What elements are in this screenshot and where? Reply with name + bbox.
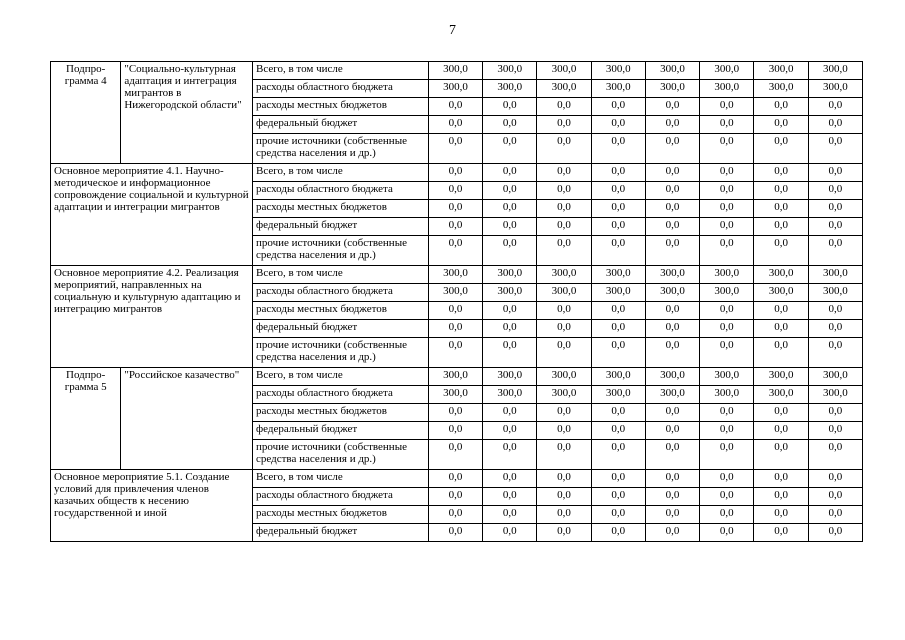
- amount-cell: 0,0: [754, 116, 808, 134]
- amount-cell: 0,0: [537, 338, 591, 368]
- amount-cell: 300,0: [428, 368, 482, 386]
- amount-cell: 0,0: [428, 524, 482, 542]
- amount-cell: 0,0: [700, 338, 754, 368]
- funding-source: расходы местных бюджетов: [252, 200, 428, 218]
- amount-cell: 0,0: [808, 218, 862, 236]
- amount-cell: 0,0: [645, 218, 699, 236]
- amount-cell: 0,0: [483, 200, 537, 218]
- amount-cell: 0,0: [645, 320, 699, 338]
- amount-cell: 300,0: [700, 386, 754, 404]
- amount-cell: 0,0: [483, 338, 537, 368]
- amount-cell: 0,0: [483, 440, 537, 470]
- amount-cell: 300,0: [537, 368, 591, 386]
- amount-cell: 0,0: [754, 320, 808, 338]
- budget-table-body: [51, 62, 863, 542]
- funding-source: федеральный бюджет: [252, 116, 428, 134]
- funding-source: расходы местных бюджетов: [252, 98, 428, 116]
- amount-cell: 0,0: [537, 116, 591, 134]
- amount-cell: 0,0: [754, 404, 808, 422]
- amount-cell: 0,0: [537, 302, 591, 320]
- amount-cell: 0,0: [537, 440, 591, 470]
- amount-cell: 0,0: [700, 404, 754, 422]
- amount-cell: 0,0: [700, 488, 754, 506]
- amount-cell: 300,0: [591, 368, 645, 386]
- amount-cell: 0,0: [700, 506, 754, 524]
- amount-cell: 0,0: [483, 236, 537, 266]
- amount-cell: 0,0: [591, 524, 645, 542]
- amount-cell: 0,0: [645, 200, 699, 218]
- amount-cell: 0,0: [754, 200, 808, 218]
- amount-cell: 0,0: [537, 98, 591, 116]
- amount-cell: 300,0: [645, 266, 699, 284]
- amount-cell: 300,0: [754, 62, 808, 80]
- amount-cell: 0,0: [428, 200, 482, 218]
- amount-cell: 300,0: [537, 386, 591, 404]
- amount-cell: 0,0: [700, 164, 754, 182]
- amount-cell: 300,0: [700, 368, 754, 386]
- amount-cell: 0,0: [591, 164, 645, 182]
- amount-cell: 0,0: [700, 302, 754, 320]
- amount-cell: 300,0: [591, 284, 645, 302]
- amount-cell: 0,0: [645, 236, 699, 266]
- funding-source: Всего, в том числе: [252, 368, 428, 386]
- amount-cell: 0,0: [483, 116, 537, 134]
- amount-cell: 0,0: [808, 98, 862, 116]
- amount-cell: 0,0: [808, 506, 862, 524]
- amount-cell: 0,0: [537, 182, 591, 200]
- table-row: [51, 164, 863, 182]
- activity-name: Основное мероприятие 4.1. Научно-методическое и информационное сопровождение социальной и культурной адаптации и интеграции мигрантов: [51, 164, 253, 266]
- amount-cell: 0,0: [428, 404, 482, 422]
- amount-cell: 0,0: [645, 488, 699, 506]
- amount-cell: 300,0: [700, 284, 754, 302]
- amount-cell: 300,0: [483, 386, 537, 404]
- funding-source: прочие источники (собственные средства населения и др.): [252, 440, 428, 470]
- amount-cell: 0,0: [428, 470, 482, 488]
- amount-cell: 0,0: [808, 200, 862, 218]
- table-row: [51, 470, 863, 488]
- funding-source: федеральный бюджет: [252, 218, 428, 236]
- amount-cell: 300,0: [483, 62, 537, 80]
- activity-name: Основное мероприятие 5.1. Создание условий для привлечения членов казачьих обществ к несению государственной и иной: [51, 470, 253, 542]
- amount-cell: 300,0: [483, 266, 537, 284]
- amount-cell: 0,0: [808, 422, 862, 440]
- amount-cell: 0,0: [428, 116, 482, 134]
- funding-source: прочие источники (собственные средства населения и др.): [252, 134, 428, 164]
- funding-source: Всего, в том числе: [252, 164, 428, 182]
- funding-source: расходы областного бюджета: [252, 182, 428, 200]
- amount-cell: 0,0: [645, 98, 699, 116]
- amount-cell: 0,0: [591, 470, 645, 488]
- amount-cell: 0,0: [537, 506, 591, 524]
- amount-cell: 0,0: [808, 164, 862, 182]
- funding-source: федеральный бюджет: [252, 422, 428, 440]
- amount-cell: 300,0: [537, 284, 591, 302]
- amount-cell: 300,0: [700, 80, 754, 98]
- amount-cell: 0,0: [591, 218, 645, 236]
- amount-cell: 300,0: [808, 368, 862, 386]
- funding-source: Всего, в том числе: [252, 470, 428, 488]
- amount-cell: 300,0: [808, 80, 862, 98]
- amount-cell: 0,0: [483, 524, 537, 542]
- amount-cell: 0,0: [591, 440, 645, 470]
- amount-cell: 0,0: [645, 524, 699, 542]
- amount-cell: 0,0: [754, 236, 808, 266]
- amount-cell: 0,0: [808, 404, 862, 422]
- amount-cell: 0,0: [428, 98, 482, 116]
- amount-cell: 0,0: [591, 422, 645, 440]
- amount-cell: 300,0: [428, 386, 482, 404]
- amount-cell: 0,0: [591, 116, 645, 134]
- amount-cell: 0,0: [700, 524, 754, 542]
- funding-source: федеральный бюджет: [252, 320, 428, 338]
- amount-cell: 0,0: [483, 182, 537, 200]
- funding-source: прочие источники (собственные средства населения и др.): [252, 338, 428, 368]
- amount-cell: 0,0: [700, 98, 754, 116]
- amount-cell: 0,0: [754, 488, 808, 506]
- amount-cell: 0,0: [483, 134, 537, 164]
- amount-cell: 0,0: [808, 134, 862, 164]
- amount-cell: 0,0: [483, 404, 537, 422]
- amount-cell: 0,0: [537, 164, 591, 182]
- amount-cell: 0,0: [645, 338, 699, 368]
- amount-cell: 0,0: [808, 470, 862, 488]
- amount-cell: 0,0: [808, 302, 862, 320]
- amount-cell: 0,0: [428, 320, 482, 338]
- amount-cell: 0,0: [645, 506, 699, 524]
- amount-cell: 0,0: [428, 182, 482, 200]
- amount-cell: 0,0: [591, 98, 645, 116]
- amount-cell: 0,0: [428, 164, 482, 182]
- amount-cell: 0,0: [700, 320, 754, 338]
- amount-cell: 300,0: [754, 284, 808, 302]
- amount-cell: 300,0: [754, 368, 808, 386]
- amount-cell: 300,0: [754, 266, 808, 284]
- amount-cell: 0,0: [808, 488, 862, 506]
- amount-cell: 0,0: [537, 200, 591, 218]
- amount-cell: 300,0: [645, 80, 699, 98]
- amount-cell: 0,0: [537, 236, 591, 266]
- amount-cell: 300,0: [483, 80, 537, 98]
- table-row: [51, 368, 863, 386]
- funding-source: расходы местных бюджетов: [252, 506, 428, 524]
- amount-cell: 0,0: [483, 422, 537, 440]
- amount-cell: 0,0: [537, 404, 591, 422]
- amount-cell: 0,0: [808, 116, 862, 134]
- table-row: [51, 62, 863, 80]
- amount-cell: 0,0: [428, 338, 482, 368]
- amount-cell: 300,0: [645, 284, 699, 302]
- amount-cell: 300,0: [754, 386, 808, 404]
- amount-cell: 0,0: [591, 200, 645, 218]
- amount-cell: 300,0: [428, 284, 482, 302]
- amount-cell: 0,0: [428, 302, 482, 320]
- amount-cell: 0,0: [591, 488, 645, 506]
- amount-cell: 0,0: [591, 320, 645, 338]
- amount-cell: 300,0: [808, 62, 862, 80]
- amount-cell: 0,0: [645, 134, 699, 164]
- amount-cell: 0,0: [591, 506, 645, 524]
- funding-source: расходы областного бюджета: [252, 80, 428, 98]
- amount-cell: 0,0: [428, 422, 482, 440]
- amount-cell: 0,0: [428, 218, 482, 236]
- amount-cell: 0,0: [537, 470, 591, 488]
- amount-cell: 300,0: [808, 284, 862, 302]
- amount-cell: 300,0: [537, 80, 591, 98]
- funding-source: расходы областного бюджета: [252, 386, 428, 404]
- amount-cell: 0,0: [537, 488, 591, 506]
- amount-cell: 0,0: [591, 134, 645, 164]
- amount-cell: 0,0: [700, 182, 754, 200]
- amount-cell: 0,0: [754, 470, 808, 488]
- amount-cell: 300,0: [537, 266, 591, 284]
- funding-source: прочие источники (собственные средства населения и др.): [252, 236, 428, 266]
- amount-cell: 0,0: [483, 320, 537, 338]
- amount-cell: 0,0: [428, 506, 482, 524]
- amount-cell: 0,0: [700, 200, 754, 218]
- amount-cell: 0,0: [483, 470, 537, 488]
- amount-cell: 0,0: [700, 422, 754, 440]
- amount-cell: 0,0: [645, 164, 699, 182]
- subprogram-name: "Социально-культурная адаптация и интеграция мигрантов в Нижегородской области": [121, 62, 253, 164]
- amount-cell: 0,0: [591, 302, 645, 320]
- amount-cell: 0,0: [754, 338, 808, 368]
- funding-source: расходы местных бюджетов: [252, 302, 428, 320]
- amount-cell: 0,0: [645, 422, 699, 440]
- amount-cell: 0,0: [591, 404, 645, 422]
- amount-cell: 0,0: [700, 218, 754, 236]
- amount-cell: 0,0: [700, 440, 754, 470]
- amount-cell: 0,0: [537, 524, 591, 542]
- amount-cell: 0,0: [808, 338, 862, 368]
- amount-cell: 0,0: [754, 182, 808, 200]
- amount-cell: 300,0: [591, 266, 645, 284]
- amount-cell: 0,0: [428, 236, 482, 266]
- subprogram-label: Подпро-грамма 4: [51, 62, 121, 164]
- activity-name: Основное мероприятие 4.2. Реализация мероприятий, направленных на социальную и культурную адаптацию и интеграцию мигрантов: [51, 266, 253, 368]
- amount-cell: 0,0: [754, 506, 808, 524]
- amount-cell: 0,0: [591, 338, 645, 368]
- funding-source: расходы местных бюджетов: [252, 404, 428, 422]
- amount-cell: 0,0: [645, 440, 699, 470]
- subprogram-label: Подпро-грамма 5: [51, 368, 121, 470]
- amount-cell: 0,0: [754, 134, 808, 164]
- amount-cell: 0,0: [645, 182, 699, 200]
- amount-cell: 0,0: [537, 134, 591, 164]
- amount-cell: 0,0: [808, 524, 862, 542]
- page-number: 7: [449, 23, 456, 38]
- amount-cell: 300,0: [645, 386, 699, 404]
- amount-cell: 0,0: [754, 164, 808, 182]
- funding-source: Всего, в том числе: [252, 62, 428, 80]
- amount-cell: 300,0: [537, 62, 591, 80]
- amount-cell: 0,0: [808, 236, 862, 266]
- amount-cell: 0,0: [700, 470, 754, 488]
- amount-cell: 0,0: [483, 488, 537, 506]
- amount-cell: 0,0: [645, 116, 699, 134]
- amount-cell: 0,0: [537, 320, 591, 338]
- amount-cell: 300,0: [754, 80, 808, 98]
- amount-cell: 300,0: [591, 62, 645, 80]
- amount-cell: 0,0: [483, 218, 537, 236]
- amount-cell: 300,0: [428, 266, 482, 284]
- amount-cell: 0,0: [591, 236, 645, 266]
- amount-cell: 0,0: [537, 422, 591, 440]
- amount-cell: 300,0: [428, 62, 482, 80]
- amount-cell: 0,0: [808, 440, 862, 470]
- amount-cell: 0,0: [754, 302, 808, 320]
- amount-cell: 0,0: [645, 470, 699, 488]
- table-row: [51, 266, 863, 284]
- amount-cell: 0,0: [700, 116, 754, 134]
- amount-cell: 0,0: [483, 506, 537, 524]
- amount-cell: 300,0: [483, 368, 537, 386]
- amount-cell: 0,0: [537, 218, 591, 236]
- funding-source: Всего, в том числе: [252, 266, 428, 284]
- amount-cell: 0,0: [754, 218, 808, 236]
- amount-cell: 0,0: [700, 134, 754, 164]
- amount-cell: 0,0: [483, 98, 537, 116]
- amount-cell: 0,0: [754, 422, 808, 440]
- amount-cell: 0,0: [483, 164, 537, 182]
- amount-cell: 0,0: [808, 182, 862, 200]
- amount-cell: 0,0: [428, 440, 482, 470]
- amount-cell: 0,0: [428, 488, 482, 506]
- amount-cell: 0,0: [483, 302, 537, 320]
- funding-source: расходы областного бюджета: [252, 284, 428, 302]
- amount-cell: 300,0: [808, 386, 862, 404]
- amount-cell: 0,0: [645, 302, 699, 320]
- amount-cell: 300,0: [428, 80, 482, 98]
- funding-source: расходы областного бюджета: [252, 488, 428, 506]
- amount-cell: 300,0: [645, 62, 699, 80]
- amount-cell: 0,0: [808, 320, 862, 338]
- amount-cell: 300,0: [645, 368, 699, 386]
- amount-cell: 300,0: [483, 284, 537, 302]
- amount-cell: 0,0: [591, 182, 645, 200]
- amount-cell: 300,0: [700, 62, 754, 80]
- amount-cell: 0,0: [645, 404, 699, 422]
- subprogram-name: "Российское казачество": [121, 368, 253, 470]
- amount-cell: 0,0: [754, 524, 808, 542]
- amount-cell: 0,0: [754, 440, 808, 470]
- amount-cell: 300,0: [808, 266, 862, 284]
- amount-cell: 300,0: [591, 80, 645, 98]
- amount-cell: 0,0: [754, 98, 808, 116]
- amount-cell: 0,0: [428, 134, 482, 164]
- funding-source: федеральный бюджет: [252, 524, 428, 542]
- budget-table: [50, 61, 863, 542]
- amount-cell: 300,0: [591, 386, 645, 404]
- amount-cell: 0,0: [700, 236, 754, 266]
- amount-cell: 300,0: [700, 266, 754, 284]
